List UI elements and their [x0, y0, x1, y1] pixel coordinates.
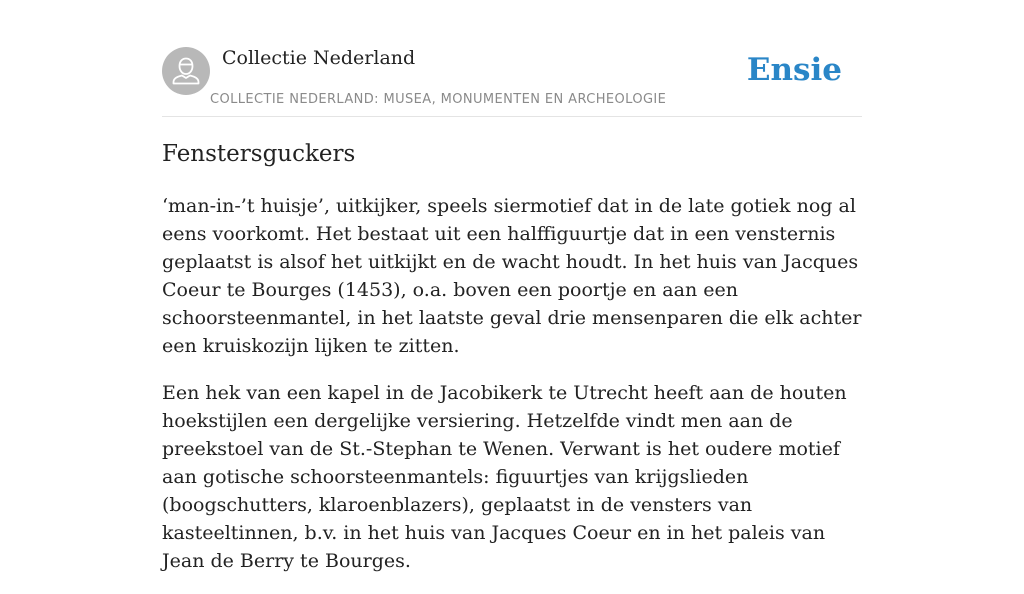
author-avatar[interactable]: [162, 47, 210, 95]
article-header: [162, 46, 862, 117]
author-name[interactable]: Collectie Nederland: [222, 47, 416, 69]
article-body: [162, 192, 862, 594]
article-title: Fenstersguckers: [162, 141, 356, 167]
article-paragraph-2: Een hek van een kapel in de Jacobikerk te Utrecht heeft aan de houten hoekstijlen een dergelijke versiering. Hetzelfde vindt men aan de preekstoel van de St.-Stephan te Wenen. Verwant is het oudere motief aan gotische schoorsteenmantels: figuurtjes van krijgslieden (boogschutters, klaroenblazers), geplaatst in de vensters van kasteeltinnen, b.v. in het huis van Jacques Coeur en in het paleis van Jean de Berry te Bourges.: [162, 382, 847, 572]
article-paragraph-1: ‘man-in-’t huisje’, uitkijker, speels siermotief dat in de late gotiek nog al eens voorkomt. Het bestaat uit een halffiguurtje dat in een vensternis geplaatst is alsof het uitkijkt en de wacht houdt. In het huis van Jacques Coeur te Bourges (1453), o.a. boven een poortje en aan een schoorsteenmantel, in het laatste geval drie mensenparen die elk achter een kruiskozijn lijken te zitten.: [162, 195, 862, 357]
ensie-logo[interactable]: Ensie: [746, 52, 842, 88]
source-subtitle[interactable]: COLLECTIE NEDERLAND: MUSEA, MONUMENTEN EN ARCHEOLOGIE: [210, 92, 667, 107]
user-silhouette-icon: [162, 47, 210, 95]
